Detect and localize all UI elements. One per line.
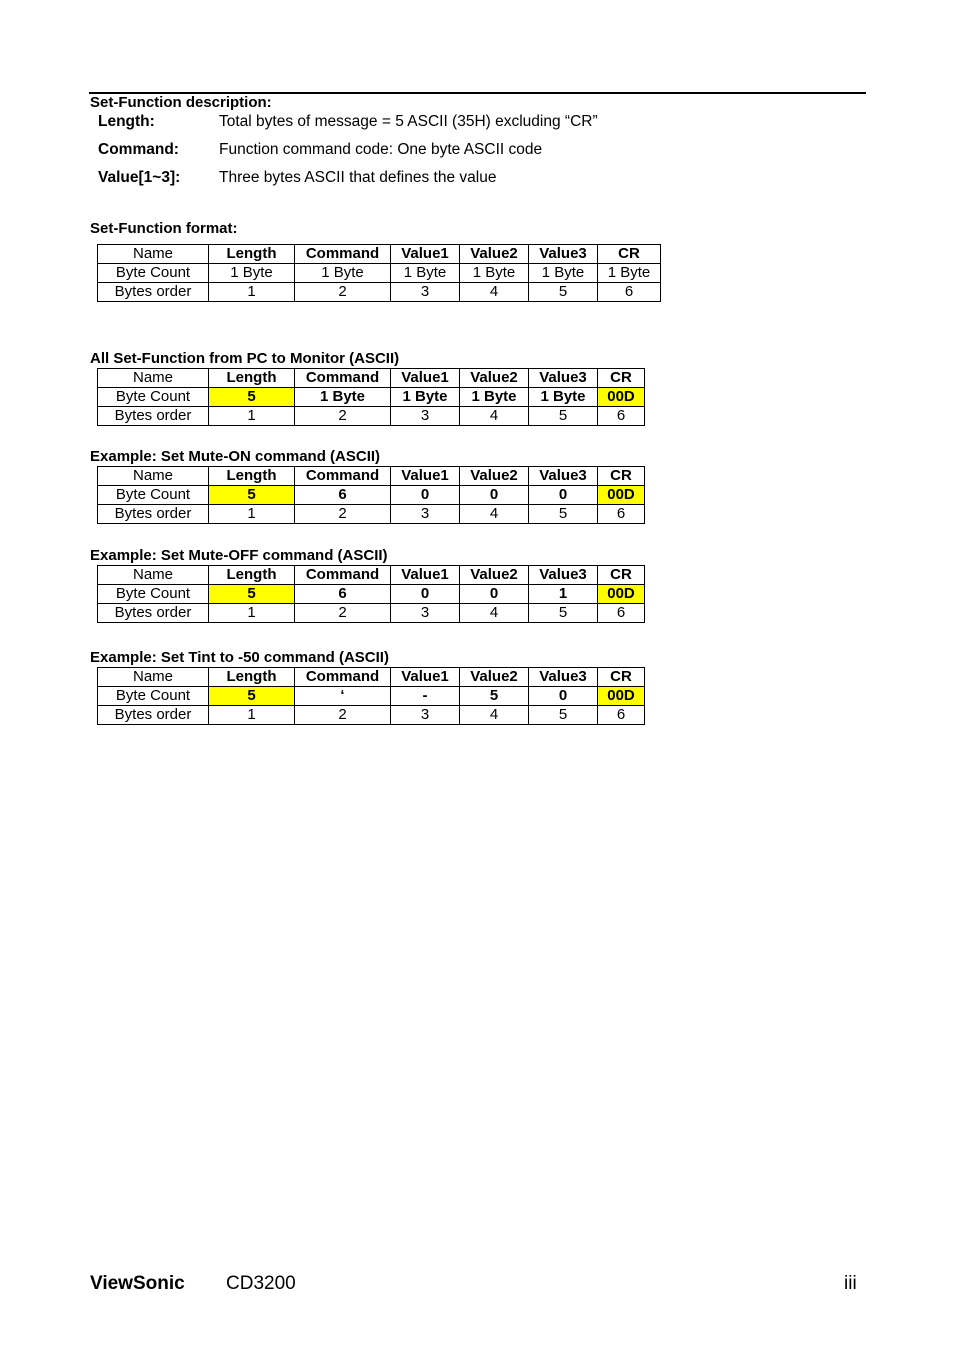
table-cell: 0 [460,486,529,505]
table-cell: Byte Count [98,388,209,407]
table-cell: 1 Byte [460,388,529,407]
description-heading: Set-Function description: [90,94,272,111]
table-cell: 5 [460,687,529,706]
table-cell: 6 [598,407,645,426]
table-cell: Value2 [460,566,529,585]
table-cell: 0 [391,585,460,604]
table-cell: 4 [460,604,529,623]
table-cell: 1 Byte [209,264,295,283]
table-row [98,604,645,623]
table-cell: 2 [295,407,391,426]
table-cell: 5 [529,706,598,725]
table-cell: 0 [391,486,460,505]
table-cell: 1 Byte [529,264,598,283]
table-row [98,369,645,388]
table-cell: Command [295,566,391,585]
table-cell: 0 [529,486,598,505]
table-cell: 6 [598,283,661,302]
mute-on-heading: Example: Set Mute-ON command (ASCII) [90,448,381,465]
table-cell: ‘ [295,687,391,706]
description-text-length: Total bytes of message = 5 ASCII (35H) excluding “CR” [219,113,598,130]
table-cell: Length [209,566,295,585]
tint-table [97,667,645,725]
table-cell: 1 [529,585,598,604]
table-cell: 3 [391,407,460,426]
table-cell: 1 [209,407,295,426]
description-label-value: Value[1~3]: [98,169,181,186]
table-row [98,486,645,505]
table-cell: Length [209,668,295,687]
table-cell: 4 [460,706,529,725]
mute-off-heading: Example: Set Mute-OFF command (ASCII) [90,547,388,564]
table-row [98,505,645,524]
table-cell: 5 [529,604,598,623]
table-cell: 2 [295,505,391,524]
table-row [98,687,645,706]
table-cell: Value3 [529,668,598,687]
description-label-length: Length: [98,113,155,130]
table-cell: 2 [295,706,391,725]
table-cell: Value2 [460,668,529,687]
table-cell: Value1 [391,369,460,388]
table-cell: Command [295,245,391,264]
table-cell: Value2 [460,245,529,264]
table-cell: Name [98,566,209,585]
table-cell: CR [598,245,661,264]
table-cell: Bytes order [98,407,209,426]
table-row [98,706,645,725]
table-cell: Command [295,467,391,486]
table-cell: 3 [391,505,460,524]
format-table [97,244,661,302]
highlighted-cell: 5 [209,585,295,604]
table-row [98,467,645,486]
table-cell: Value3 [529,467,598,486]
table-cell: Value2 [460,467,529,486]
mute-on-table [97,466,645,524]
table-cell: Byte Count [98,486,209,505]
highlighted-cell: 00D [598,486,645,505]
footer-model: CD3200 [226,1273,296,1294]
table-row [98,264,661,283]
table-row [98,585,645,604]
table-cell: Name [98,668,209,687]
table-cell: 5 [529,505,598,524]
table-cell: - [391,687,460,706]
table-row [98,388,645,407]
highlighted-cell: 00D [598,687,645,706]
table-cell: 1 Byte [391,388,460,407]
table-cell: Bytes order [98,505,209,524]
table-cell: Byte Count [98,264,209,283]
highlighted-cell: 5 [209,388,295,407]
table-cell: Name [98,245,209,264]
table-cell: CR [598,668,645,687]
table-cell: 3 [391,604,460,623]
table-cell: 4 [460,283,529,302]
table-cell: Name [98,369,209,388]
table-cell: 4 [460,505,529,524]
table-cell: 6 [598,706,645,725]
table-cell: 5 [529,283,598,302]
table-cell: 6 [598,604,645,623]
table-cell: Value1 [391,467,460,486]
table-cell: Byte Count [98,585,209,604]
table-cell: 1 Byte [598,264,661,283]
table-cell: 1 [209,604,295,623]
table-cell: Bytes order [98,706,209,725]
description-text-command: Function command code: One byte ASCII code [219,141,543,158]
all-set-heading: All Set-Function from PC to Monitor (ASCII) [90,350,400,367]
table-cell: Value2 [460,369,529,388]
table-row [98,566,645,585]
table-cell: 5 [529,407,598,426]
highlighted-cell: 5 [209,486,295,505]
table-cell: Byte Count [98,687,209,706]
table-row [98,407,645,426]
mute-off-table [97,565,645,623]
table-cell: Length [209,369,295,388]
table-cell: 1 [209,283,295,302]
table-cell: Value1 [391,668,460,687]
footer-brand: ViewSonic [90,1273,185,1294]
table-cell: 1 Byte [391,264,460,283]
table-cell: Value3 [529,566,598,585]
table-cell: 1 Byte [529,388,598,407]
highlighted-cell: 00D [598,388,645,407]
table-cell: 4 [460,407,529,426]
table-cell: Value1 [391,245,460,264]
format-heading: Set-Function format: [90,220,238,237]
table-cell: 3 [391,283,460,302]
table-cell: Length [209,467,295,486]
table-cell: Value3 [529,245,598,264]
table-cell: 6 [295,585,391,604]
description-label-command: Command: [98,141,179,158]
table-cell: Command [295,668,391,687]
table-cell: 1 Byte [460,264,529,283]
table-cell: 3 [391,706,460,725]
table-cell: 1 [209,706,295,725]
highlighted-cell: 5 [209,687,295,706]
table-cell: Bytes order [98,283,209,302]
table-cell: 2 [295,283,391,302]
table-cell: 6 [295,486,391,505]
table-row [98,283,661,302]
table-cell: 0 [529,687,598,706]
highlighted-cell: 00D [598,585,645,604]
table-cell: Bytes order [98,604,209,623]
table-cell: Name [98,467,209,486]
table-cell: Length [209,245,295,264]
all-set-table [97,368,645,426]
table-cell: 2 [295,604,391,623]
table-cell: 0 [460,585,529,604]
table-cell: Value3 [529,369,598,388]
table-cell: 6 [598,505,645,524]
table-cell: 1 Byte [295,388,391,407]
tint-heading: Example: Set Tint to -50 command (ASCII) [90,649,389,666]
table-cell: CR [598,467,645,486]
description-text-value: Three bytes ASCII that defines the value [219,169,497,186]
table-cell: 1 [209,505,295,524]
table-cell: CR [598,369,645,388]
page-number: iii [844,1273,857,1294]
table-cell: Value1 [391,566,460,585]
table-row [98,668,645,687]
table-cell: CR [598,566,645,585]
table-row [98,245,661,264]
table-cell: 1 Byte [295,264,391,283]
table-cell: Command [295,369,391,388]
